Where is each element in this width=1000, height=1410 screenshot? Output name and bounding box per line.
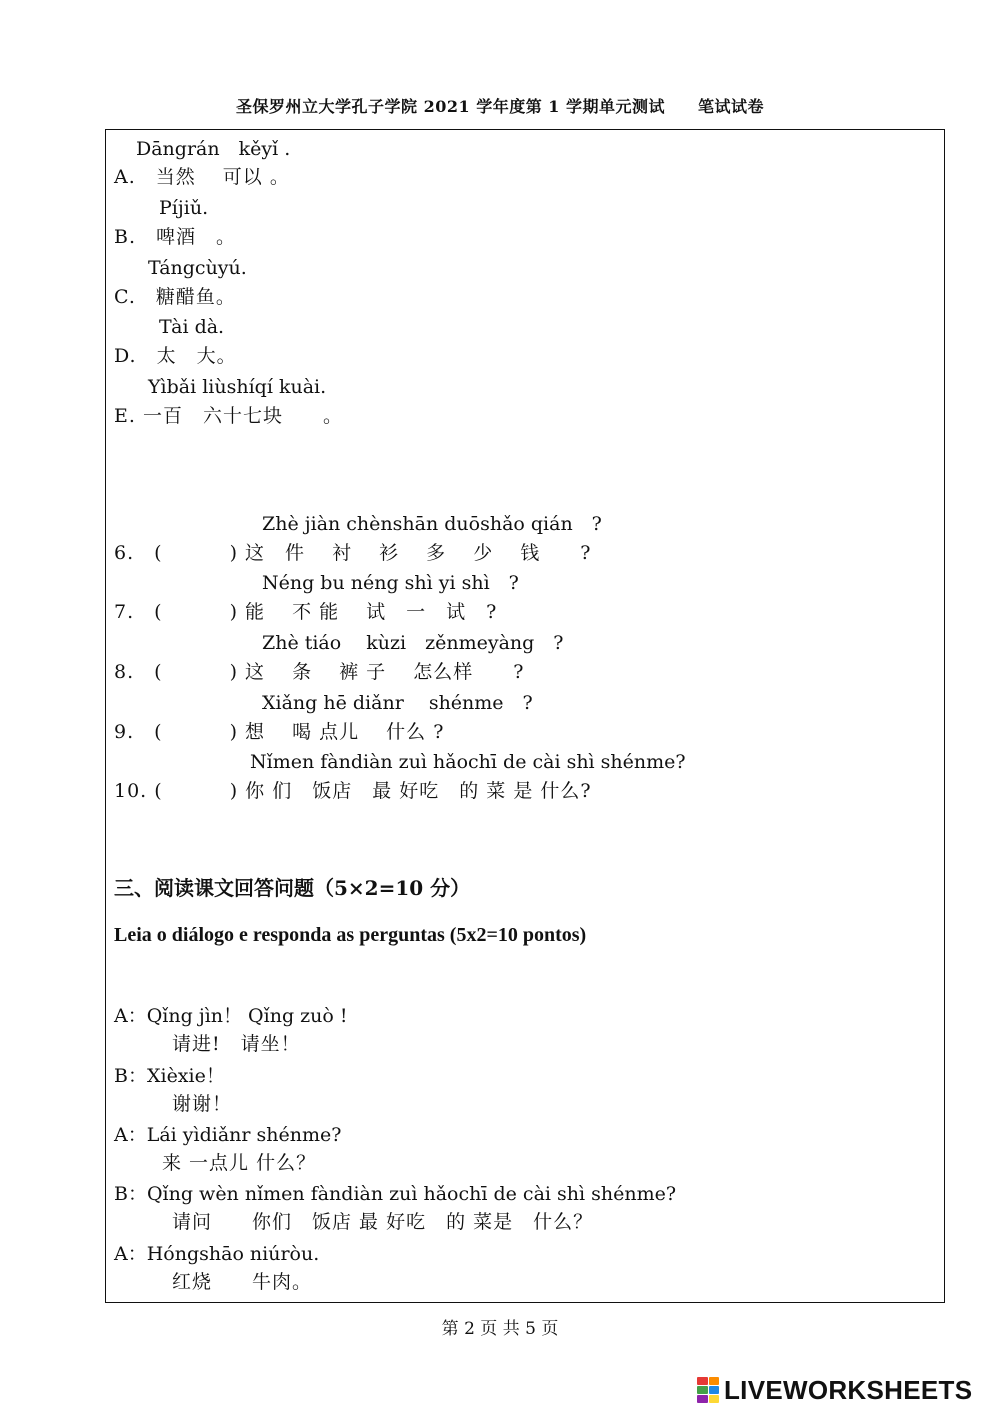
- dialogue-line-1-chinese: 请进! 请坐！: [172, 1033, 301, 1055]
- exam-header: 圣保罗州立大学孔子学院 2021 学年度第 1 学期单元测试 笔试试卷: [236, 97, 764, 116]
- logo-block: [709, 1386, 720, 1394]
- dialogue-line-5-chinese: 红烧 牛肉。: [172, 1271, 313, 1293]
- dialogue-line-2-chinese: 谢谢！: [172, 1093, 233, 1115]
- logo-block: [697, 1395, 708, 1403]
- question-6-pinyin: Zhè jiàn chènshān duōshǎo qián ?: [262, 513, 602, 535]
- question-10-chinese: 10. ( ) 你 们 饭店 最 好吃 的 菜 是 什么?: [114, 780, 592, 802]
- logo-block: [697, 1377, 708, 1385]
- page-number: 第 2 页 共 5 页: [441, 1319, 559, 1339]
- dialogue-line-3-chinese: 来 一点儿 什么？: [162, 1152, 317, 1174]
- dialogue-line-4-chinese: 请问 你们 饭店 最 好吃 的 菜是 什么？: [172, 1211, 594, 1233]
- question-7-pinyin: Néng bu néng shì yi shì ?: [262, 572, 519, 594]
- option-e-chinese: E. 一百 六十七块 。: [114, 405, 343, 427]
- logo-block: [709, 1377, 720, 1385]
- question-10-pinyin: Nǐmen fàndiàn zuì hǎochī de cài shì shénme?: [250, 751, 686, 773]
- dialogue-line-2-pinyin: B：Xièxie！: [114, 1065, 225, 1087]
- question-9-chinese: 9. ( ) 想 喝 点儿 什么 ?: [114, 721, 445, 743]
- section-3-title: 三、阅读课文回答问题（5×2=10 分）: [114, 876, 471, 900]
- logo-block: [709, 1395, 720, 1403]
- dialogue-line-1-pinyin: A：Qǐng jìn！ Qǐng zuò !: [114, 1005, 348, 1027]
- option-c-chinese: C. 糖醋鱼。: [114, 286, 236, 308]
- option-d-pinyin: Tài dà.: [159, 316, 225, 338]
- dialogue-line-5-pinyin: A：Hóngshāo niúròu.: [114, 1243, 320, 1265]
- question-9-pinyin: Xiǎng hē diǎnr shénme ?: [262, 692, 533, 714]
- liveworksheets-brand: [697, 1376, 972, 1404]
- liveworksheets-logo-icon: [697, 1377, 719, 1403]
- logo-block: [697, 1386, 708, 1394]
- question-8-chinese: 8. ( ) 这 条 裤 子 怎么样 ?: [114, 661, 525, 683]
- option-a-chinese: A. 当然 可以 。: [114, 166, 290, 188]
- option-e-pinyin: Yìbǎi liùshíqí kuài.: [148, 376, 327, 398]
- question-6-chinese: 6. ( ) 这 件 衬 衫 多 少 钱 ?: [114, 542, 592, 564]
- question-7-chinese: 7. ( ) 能 不 能 试 一 试 ?: [114, 601, 498, 623]
- option-c-pinyin: Tángcùyú.: [148, 257, 247, 279]
- section-3-instruction: Leia o diálogo e responda as perguntas (5x2=10 pontos): [114, 924, 587, 946]
- option-b-pinyin: Píjiǔ.: [159, 197, 209, 219]
- brand-text: LIVEWORKSHEETS: [724, 1374, 973, 1405]
- option-d-chinese: D. 太 大。: [114, 345, 237, 367]
- question-8-pinyin: Zhè tiáo kùzi zěnmeyàng ?: [262, 632, 564, 654]
- dialogue-line-3-pinyin: A：Lái yìdiǎnr shénme?: [114, 1124, 342, 1146]
- option-b-chinese: B. 啤酒 。: [114, 226, 237, 248]
- option-a-pinyin: Dāngrán kěyǐ .: [136, 138, 291, 160]
- dialogue-line-4-pinyin: B：Qǐng wèn nǐmen fàndiàn zuì hǎochī de cài shì shénme?: [114, 1183, 677, 1205]
